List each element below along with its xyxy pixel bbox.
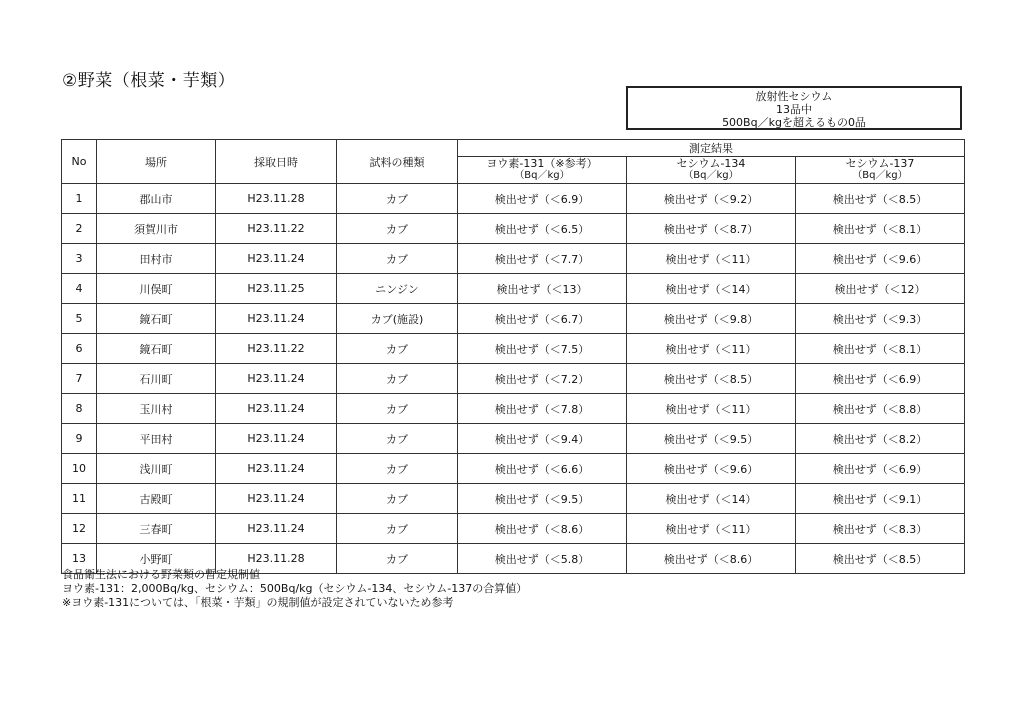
cell-place: 浅川町 xyxy=(97,454,216,484)
summary-line-1: 放射性セシウム xyxy=(755,90,833,103)
cell-sample-type: カブ xyxy=(337,514,458,544)
cell-iodine-131: 検出せず（＜7.2） xyxy=(458,364,627,394)
cell-cesium-137: 検出せず（＜12） xyxy=(796,274,965,304)
cell-no: 11 xyxy=(62,484,97,514)
cell-place: 田村市 xyxy=(97,244,216,274)
table-row xyxy=(62,514,965,544)
cell-sample-type: ニンジン xyxy=(337,274,458,304)
cell-iodine-131: 検出せず（＜6.7） xyxy=(458,304,627,334)
cell-cesium-134: 検出せず（＜11） xyxy=(627,514,796,544)
table-row xyxy=(62,484,965,514)
cell-sample-type: カブ xyxy=(337,394,458,424)
cell-place: 川俣町 xyxy=(97,274,216,304)
cell-sample-type: カブ xyxy=(337,484,458,514)
cell-sample-type: カブ xyxy=(337,454,458,484)
cell-iodine-131: 検出せず（＜9.4） xyxy=(458,424,627,454)
cell-iodine-131: 検出せず（＜5.8） xyxy=(458,544,627,574)
cell-iodine-131: 検出せず（＜8.6） xyxy=(458,514,627,544)
cell-cesium-134: 検出せず（＜11） xyxy=(627,244,796,274)
cell-date: H23.11.24 xyxy=(216,484,337,514)
cell-place: 小野町 xyxy=(97,544,216,574)
cell-date: H23.11.24 xyxy=(216,514,337,544)
cell-date: H23.11.22 xyxy=(216,214,337,244)
cell-iodine-131: 検出せず（＜13） xyxy=(458,274,627,304)
cell-cesium-137: 検出せず（＜8.1） xyxy=(796,334,965,364)
cell-date: H23.11.28 xyxy=(216,544,337,574)
cell-no: 3 xyxy=(62,244,97,274)
cell-iodine-131: 検出せず（＜7.8） xyxy=(458,394,627,424)
cell-no: 4 xyxy=(62,274,97,304)
cell-no: 2 xyxy=(62,214,97,244)
header-cesium-137 xyxy=(796,157,965,184)
cell-iodine-131: 検出せず（＜7.5） xyxy=(458,334,627,364)
note-line: ※ヨウ素-131については、「根菜・芋類」の規制値が設定されていないため参考 xyxy=(62,596,454,609)
table-row xyxy=(62,364,965,394)
summary-line-2: 13品中 xyxy=(776,103,812,116)
table-row xyxy=(62,184,965,214)
cell-cesium-134: 検出せず（＜8.7） xyxy=(627,214,796,244)
cell-place: 須賀川市 xyxy=(97,214,216,244)
cell-place: 古殿町 xyxy=(97,484,216,514)
cell-iodine-131: 検出せず（＜7.7） xyxy=(458,244,627,274)
summary-line-3: 500Bq／kgを超えるもの0品 xyxy=(722,116,866,129)
cell-sample-type: カブ xyxy=(337,544,458,574)
cell-cesium-134: 検出せず（＜14） xyxy=(627,274,796,304)
cell-iodine-131: 検出せず（＜6.6） xyxy=(458,454,627,484)
header-sample-type: 試料の種類 xyxy=(337,140,458,184)
cell-cesium-137: 検出せず（＜8.5） xyxy=(796,544,965,574)
cell-cesium-137: 検出せず（＜9.6） xyxy=(796,244,965,274)
cell-date: H23.11.25 xyxy=(216,274,337,304)
header-cesium-134 xyxy=(627,157,796,184)
cell-cesium-134: 検出せず（＜9.2） xyxy=(627,184,796,214)
cell-iodine-131: 検出せず（＜6.9） xyxy=(458,184,627,214)
cell-date: H23.11.28 xyxy=(216,184,337,214)
cell-place: 石川町 xyxy=(97,364,216,394)
cell-iodine-131: 検出せず（＜9.5） xyxy=(458,484,627,514)
table-row xyxy=(62,424,965,454)
header-no: No xyxy=(62,140,97,184)
cell-sample-type: カブ xyxy=(337,244,458,274)
cell-cesium-134: 検出せず（＜9.5） xyxy=(627,424,796,454)
cell-sample-type: カブ xyxy=(337,424,458,454)
header-cesium-137-label: セシウム-137 xyxy=(845,157,915,170)
cell-cesium-134: 検出せず（＜9.6） xyxy=(627,454,796,484)
cell-no: 5 xyxy=(62,304,97,334)
cell-date: H23.11.22 xyxy=(216,334,337,364)
table-row xyxy=(62,454,965,484)
page-title: ②野菜（根菜・芋類） xyxy=(62,71,236,91)
cell-place: 鏡石町 xyxy=(97,334,216,364)
table-row xyxy=(62,274,965,304)
header-iodine-131 xyxy=(458,157,627,184)
table-row xyxy=(62,214,965,244)
cell-no: 7 xyxy=(62,364,97,394)
cell-date: H23.11.24 xyxy=(216,394,337,424)
cell-cesium-137: 検出せず（＜8.3） xyxy=(796,514,965,544)
cell-cesium-137: 検出せず（＜8.8） xyxy=(796,394,965,424)
cell-place: 鏡石町 xyxy=(97,304,216,334)
header-results: 測定結果 xyxy=(458,140,965,157)
cell-date: H23.11.24 xyxy=(216,454,337,484)
header-place: 場所 xyxy=(97,140,216,184)
cell-sample-type: カブ xyxy=(337,184,458,214)
summary-box xyxy=(626,86,962,130)
results-table xyxy=(61,139,965,574)
cell-sample-type: カブ(施設) xyxy=(337,304,458,334)
cell-no: 9 xyxy=(62,424,97,454)
cell-date: H23.11.24 xyxy=(216,244,337,274)
cell-sample-type: カブ xyxy=(337,214,458,244)
table-body xyxy=(62,184,965,574)
cell-cesium-137: 検出せず（＜8.5） xyxy=(796,184,965,214)
header-unit: （Bq／kg） xyxy=(852,170,908,181)
header-date: 採取日時 xyxy=(216,140,337,184)
cell-cesium-134: 検出せず（＜8.5） xyxy=(627,364,796,394)
table-row xyxy=(62,334,965,364)
header-unit: （Bq／kg） xyxy=(683,170,739,181)
header-unit: （Bq／kg） xyxy=(514,170,570,181)
cell-date: H23.11.24 xyxy=(216,424,337,454)
cell-cesium-137: 検出せず（＜9.1） xyxy=(796,484,965,514)
note-line: 食品衛生法における野菜類の暫定規制値 xyxy=(62,568,260,581)
cell-no: 13 xyxy=(62,544,97,574)
cell-cesium-137: 検出せず（＜8.1） xyxy=(796,214,965,244)
cell-cesium-137: 検出せず（＜8.2） xyxy=(796,424,965,454)
header-iodine-131-label: ヨウ素-131（※参考） xyxy=(486,157,598,170)
cell-no: 10 xyxy=(62,454,97,484)
cell-place: 玉川村 xyxy=(97,394,216,424)
cell-cesium-134: 検出せず（＜8.6） xyxy=(627,544,796,574)
table-row xyxy=(62,244,965,274)
cell-place: 三春町 xyxy=(97,514,216,544)
note-line: ヨウ素-131：2,000Bq/kg、セシウム：500Bq/kg（セシウム-134、セシウム-137の合算値） xyxy=(62,582,528,595)
cell-cesium-134: 検出せず（＜14） xyxy=(627,484,796,514)
cell-sample-type: カブ xyxy=(337,334,458,364)
cell-sample-type: カブ xyxy=(337,364,458,394)
cell-place: 平田村 xyxy=(97,424,216,454)
cell-no: 6 xyxy=(62,334,97,364)
cell-cesium-134: 検出せず（＜11） xyxy=(627,334,796,364)
cell-date: H23.11.24 xyxy=(216,304,337,334)
cell-no: 8 xyxy=(62,394,97,424)
cell-cesium-134: 検出せず（＜11） xyxy=(627,394,796,424)
table-row xyxy=(62,394,965,424)
cell-cesium-137: 検出せず（＜6.9） xyxy=(796,364,965,394)
header-cesium-134-label: セシウム-134 xyxy=(676,157,746,170)
cell-no: 12 xyxy=(62,514,97,544)
cell-place: 郡山市 xyxy=(97,184,216,214)
cell-iodine-131: 検出せず（＜6.5） xyxy=(458,214,627,244)
cell-cesium-137: 検出せず（＜9.3） xyxy=(796,304,965,334)
cell-date: H23.11.24 xyxy=(216,364,337,394)
cell-no: 1 xyxy=(62,184,97,214)
notes xyxy=(62,568,527,610)
cell-cesium-134: 検出せず（＜9.8） xyxy=(627,304,796,334)
table-row xyxy=(62,304,965,334)
cell-cesium-137: 検出せず（＜6.9） xyxy=(796,454,965,484)
